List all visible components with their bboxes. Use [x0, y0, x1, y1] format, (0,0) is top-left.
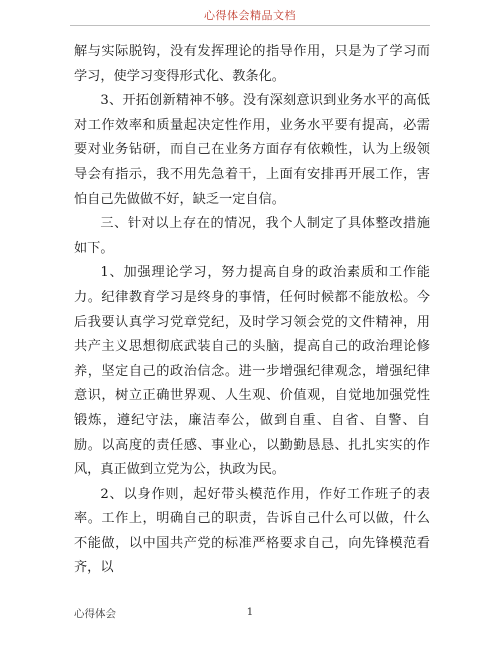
header-divider	[70, 25, 430, 26]
document-body	[74, 40, 430, 581]
footer-label: 心得体会	[74, 608, 116, 620]
body-paragraph: 1、加强理论学习，努力提高自身的政治素质和工作能力。纪律教育学习是终身的事情，任何时候都不能放松。今后我要认真学习党章党纪，及时学习领会党的文件精神，用共产主义思想彻底武装自己的头脑，提高自己的政治理论修养，坚定自己的政治信念。进一步增强纪律观念，增强纪律意识，树立正确世界观、人生观、价值观，自觉地加强党性锻炼，遵纪守法，廉洁奉公，做到自重、自省、自警、自励。以高度的责任感、事业心，以勤勤恳恳、扎扎实实的作风，真正做到立党为公，执政为民。	[74, 265, 430, 478]
document-header-title: 心得体会精品文档	[204, 9, 296, 22]
body-paragraph: 解与实际脱钩，没有发挥理论的指导作用，只是为了学习而学习，使学习变得形式化、教条化。	[74, 44, 430, 84]
body-paragraph: 2、以身作则，起好带头模范作用，作好工作班子的表率。工作上，明确自己的职责，告诉自己什么可以做，什么不能做，以中国共产党的标准严格要求自己，向先锋模范看齐，以	[74, 486, 430, 576]
body-paragraph: 三、针对以上存在的情况，我个人制定了具体整改措施如下。	[74, 216, 430, 256]
page-number: 1	[246, 606, 254, 618]
body-paragraph: 3、开拓创新精神不够。没有深刻意识到业务水平的高低对工作效率和质量起决定性作用，业务水平要有提高，必需要对业务钻研，而自己在业务方面存有依赖性，认为上级领导会有指示，我不用先急着干，上面有安排再开展工作，害怕自己先做做不好，缺乏一定自信。	[74, 93, 430, 207]
